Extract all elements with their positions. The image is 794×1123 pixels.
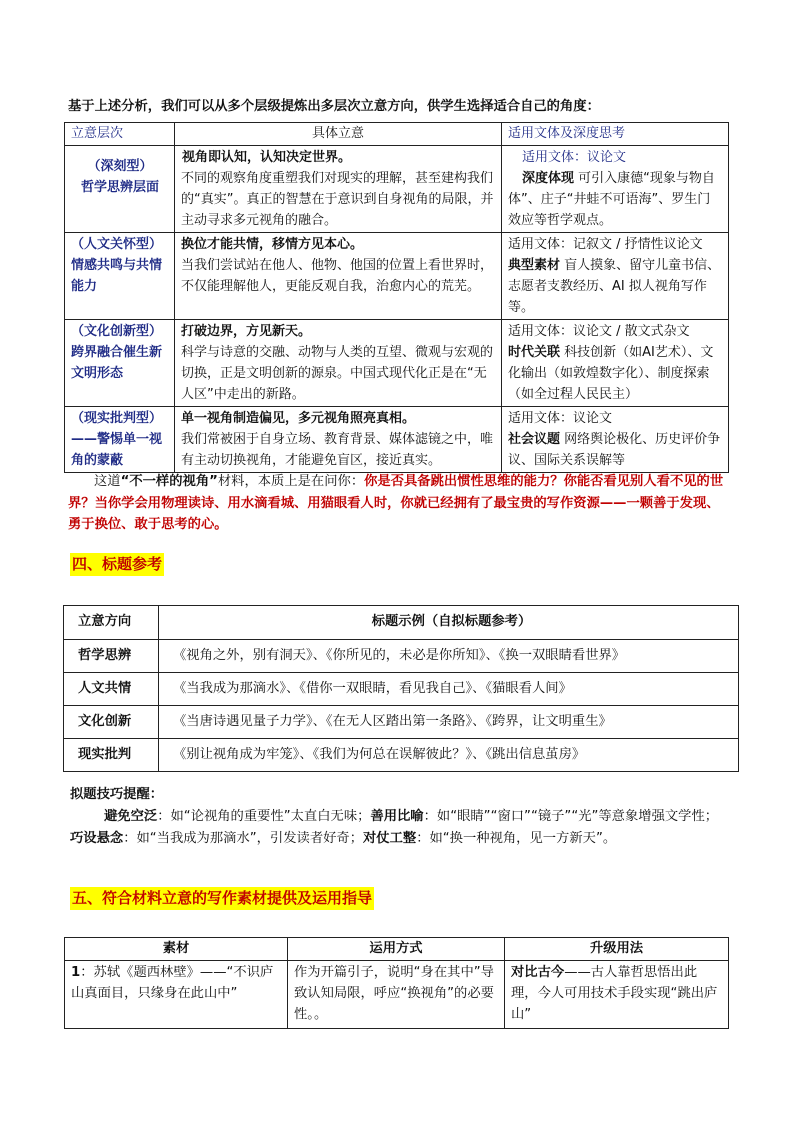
level-name: 跨界融合催生新文明形态 — [71, 345, 163, 381]
extra-line — [508, 342, 723, 405]
style-cell — [502, 320, 729, 407]
style-value: 议论文 — [573, 411, 613, 426]
style-value: 议论文 — [587, 150, 627, 165]
extra-line — [508, 429, 723, 471]
style-cell — [502, 407, 729, 473]
thesis-body: 科学与诗意的交融、动物与人类的互望、微观与宏观的切换，正是文明创新的源泉。中国式现代化正是在“无人区”中走出的新路。 — [181, 345, 494, 402]
title-tips — [70, 784, 730, 850]
thesis-body: 我们常被困于自身立场、教育背景、媒体滤镜之中，唯有主动切换视角，才能避免盲区，接近真实。 — [181, 432, 494, 468]
thesis-cell — [175, 320, 502, 407]
header-usage: 运用方式 — [288, 938, 505, 961]
intro-text: 基于上述分析，我们可以从多个层级提炼出多层次立意方向，供学生选择适合自己的角度： — [68, 99, 600, 114]
thesis-cell — [175, 233, 502, 320]
header-upgrade: 升级用法 — [505, 938, 729, 961]
table-row — [65, 407, 729, 473]
summary-paragraph — [68, 471, 728, 536]
section-heading-4: 四、标题参考 — [70, 553, 164, 576]
summary-lead: 这道 — [94, 474, 121, 489]
direction-cell: 哲学思辨 — [64, 640, 159, 673]
style-line — [508, 408, 723, 429]
material-cell — [65, 961, 288, 1029]
thesis-title: 单一视角制造偏见，多元视角照亮真相。 — [181, 411, 416, 426]
summary-red: 你是否具备跳出惯性思维的能力？你能否看见别人看不见的世界？当你学会用物理读诗、用水滴看城、用猫眼看人时，你就已经拥有了最宝贵的写作资源——一颗善于发现、勇于换位、敢于思考的心。 — [68, 474, 724, 532]
section-heading-5: 五、符合材料立意的写作素材提供及运用指导 — [70, 887, 374, 910]
extra-value: 盲人摸象、留守儿童书信、志愿者支教经历、AI 拟人视角写作等。 — [508, 258, 721, 315]
extra-label: 典型素材 — [508, 258, 561, 273]
extra-line — [508, 255, 723, 318]
level-cell — [65, 233, 175, 320]
table-row — [64, 640, 739, 673]
extra-label: 深度体现 — [522, 171, 575, 186]
level-name: 情感共鸣与共情能力 — [71, 258, 163, 294]
extra-label: 时代关联 — [508, 345, 561, 360]
tip-text: ：如“论视角的重要性”太直白无味； — [157, 809, 371, 824]
table-row — [65, 961, 729, 1029]
upgrade-cell — [505, 961, 729, 1029]
table-row — [65, 233, 729, 320]
table-row — [64, 706, 739, 739]
header-material: 素材 — [65, 938, 288, 961]
level-type: （现实批判型） — [71, 411, 163, 426]
table-row — [64, 739, 739, 772]
titles-cell: 《当我成为那滴水》、《借你一双眼睛，看见我自己》、《猫眼看人间》 — [159, 673, 739, 706]
level-name: 哲学思辨层面 — [80, 180, 159, 195]
materials-table — [64, 937, 729, 1029]
level-type: （文化创新型） — [71, 324, 163, 339]
extra-label: 社会议题 — [508, 432, 561, 447]
style-value: 议论文 / 散文式杂文 — [573, 324, 690, 339]
titles-cell: 《当唐诗遇见量子力学》、《在无人区踏出第一条路》、《跨界，让文明重生》 — [159, 706, 739, 739]
style-cell — [502, 146, 729, 233]
style-line — [508, 234, 723, 255]
tip-label: 避免空泛 — [104, 809, 158, 824]
style-label: 适用文体： — [508, 324, 574, 339]
style-value: 记叙文 / 抒情性议论文 — [573, 237, 703, 252]
header-direction: 立意方向 — [64, 606, 159, 640]
table-header-row — [65, 123, 729, 146]
direction-cell: 现实批判 — [64, 739, 159, 772]
tip-label: 善用比喻 — [370, 809, 424, 824]
tips-body — [70, 806, 730, 850]
thesis-title: 视角即认知，认知决定世界。 — [182, 150, 352, 165]
header-style: 适用文体及深度思考 — [502, 123, 729, 146]
tip-text: ：如“眼睛”“窗口”“镜子”“光”等意象增强文学性； — [423, 809, 719, 824]
style-label: 适用文体： — [522, 150, 588, 165]
tips-title: 拟题技巧提醒： — [70, 787, 164, 802]
table-row — [65, 320, 729, 407]
table-row — [64, 673, 739, 706]
direction-cell: 人文共情 — [64, 673, 159, 706]
style-line — [508, 147, 723, 168]
thesis-title: 打破边界，方见新天。 — [181, 324, 312, 339]
header-level: 立意层次 — [65, 123, 175, 146]
usage-cell: 作为开篇引子，说明“身在其中”导致认知局限，呼应“换视角”的必要性。。 — [288, 961, 505, 1029]
level-type: （深刻型） — [87, 159, 153, 174]
upgrade-label: 对比古今 — [511, 965, 565, 980]
extra-value: 科技创新（如AI艺术）、文化输出（如敦煌数字化）、制度探索（如全过程人民民主） — [508, 345, 714, 402]
tip-text: ：如“换一种视角，见一方新天”。 — [416, 831, 617, 846]
direction-cell: 文化创新 — [64, 706, 159, 739]
material-number: 1 — [71, 965, 81, 980]
level-name: ——警惕单一视角的蒙蔽 — [71, 432, 163, 468]
titles-cell: 《视角之外，别有洞天》、《你所见的，未必是你所知》、《换一双眼睛看世界》 — [159, 640, 739, 673]
thesis-title: 换位才能共情，移情方见本心。 — [181, 237, 364, 252]
thesis-cell — [175, 407, 502, 473]
header-thesis: 具体立意 — [175, 123, 502, 146]
level-cell — [65, 407, 175, 473]
level-cell — [65, 146, 175, 233]
summary-mid: 材料，本质上是在问你： — [217, 474, 365, 489]
thesis-body: 当我们尝试站在他人、他物、他国的位置上看世界时，不仅能理解他人，更能反观自我，治愈内心的荒芜。 — [181, 258, 494, 294]
thesis-levels-table — [64, 122, 729, 473]
title-reference-table — [63, 605, 739, 772]
table-header-row — [64, 606, 739, 640]
style-label: 适用文体： — [508, 411, 574, 426]
titles-cell: 《别让视角成为牢笼》、《我们为何总在误解彼此？》、《跳出信息茧房》 — [159, 739, 739, 772]
table-header-row — [65, 938, 729, 961]
extra-value: 可引入康德“现象与物自体”、庄子“井蛙不可语海”、罗生门效应等哲学观点。 — [508, 171, 715, 228]
style-line — [508, 321, 723, 342]
header-examples: 标题示例（自拟标题参考） — [159, 606, 739, 640]
tip-label: 巧设悬念 — [70, 831, 124, 846]
extra-line — [508, 168, 723, 231]
thesis-cell — [175, 146, 502, 233]
level-type: （人文关怀型） — [71, 237, 163, 252]
upgrade-text: ——古人靠哲思悟出此理，今人可用技术手段实现“跳出庐山” — [511, 965, 718, 1022]
style-cell — [502, 233, 729, 320]
tip-text: ：如“当我成为那滴水”，引发读者好奇； — [123, 831, 364, 846]
material-text: ：苏轼《题西林壁》——“不识庐山真面目，只缘身在此山中” — [71, 965, 274, 1001]
extra-value: 网络舆论极化、历史评价争议、国际关系误解等 — [508, 432, 721, 468]
style-label: 适用文体： — [508, 237, 574, 252]
thesis-body: 不同的观察角度重塑我们对现实的理解，甚至建构我们的“真实”。真正的智慧在于意识到自身视角的局限，并主动寻求多元视角的融合。 — [181, 171, 494, 228]
summary-quoted: “不一样的视角” — [120, 474, 218, 489]
tip-label: 对仗工整 — [363, 831, 417, 846]
level-cell — [65, 320, 175, 407]
table-row — [65, 146, 729, 233]
